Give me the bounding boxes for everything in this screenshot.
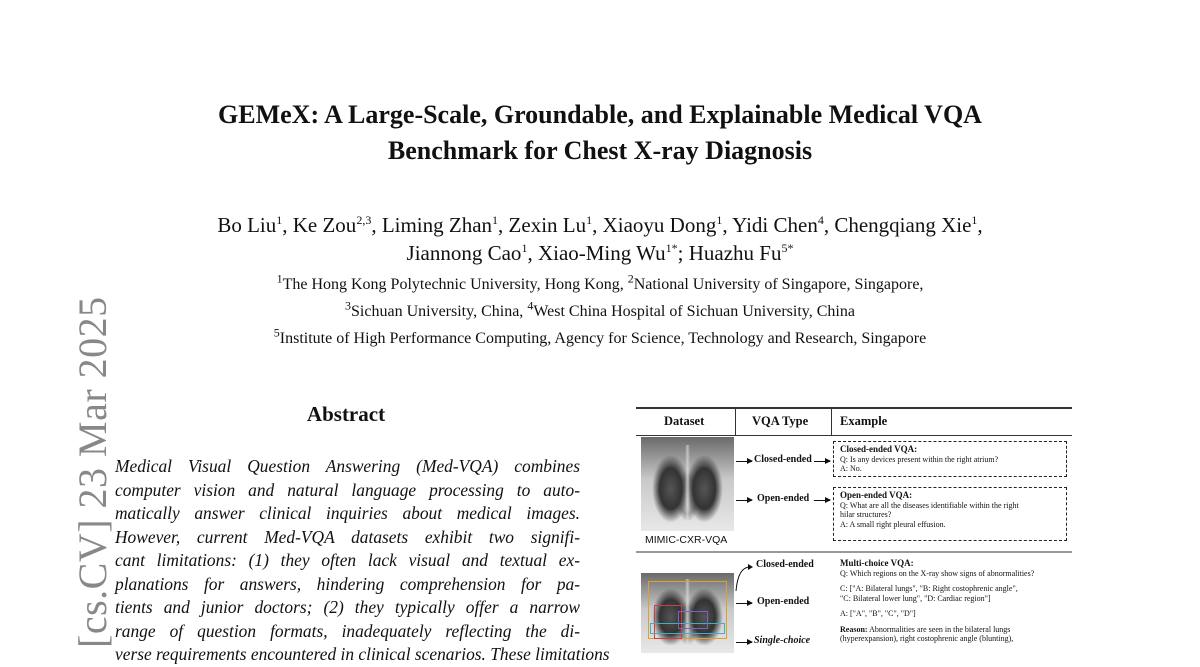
abstract-line: computer vision and natural language processing to auto- [115, 479, 580, 500]
affil-mark: 1 [276, 271, 283, 286]
abstract-line: cant limitations: (1) they often lack visual and textual ex- [115, 550, 580, 570]
author-separator: , [592, 213, 603, 237]
example-title: Open-ended VQA: [840, 490, 913, 500]
arrow [736, 642, 752, 643]
xray-spine [685, 445, 691, 526]
arrow [814, 461, 830, 462]
reason-label: Reason: [840, 624, 868, 634]
author-affil-mark: 2,3 [356, 213, 372, 227]
header-example: Example [840, 414, 888, 428]
header-vqa-type: VQA Type [752, 414, 809, 428]
reason-line [840, 625, 1068, 635]
author-separator: , [722, 213, 733, 237]
author-name: Xiao-Ming Wu [537, 241, 666, 265]
author-separator: , [527, 241, 538, 265]
affil-text: Sichuan University, China, [351, 303, 528, 320]
affil-mark: 4 [527, 298, 534, 313]
affil-text: Institute of High Performance Computing, Agency for Science, Technology and Research, Singapore [279, 330, 927, 347]
chest-xray-image [641, 437, 734, 531]
title-line: GEMeX: A Large-Scale, Groundable, and Explainable Medical VQA [218, 100, 982, 129]
author-affil-mark: 1* [665, 241, 678, 255]
closed-ended-example-box [833, 441, 1067, 477]
author-affil-mark: 5* [781, 241, 794, 255]
author-separator: , [823, 213, 835, 237]
example-title: Closed-ended VQA: [840, 444, 918, 454]
affil-mark: 5 [273, 325, 280, 340]
chest-xray-annotated-image [641, 573, 734, 653]
affiliation-line [100, 271, 1100, 298]
table-header-rule [636, 435, 1072, 436]
bounding-box [678, 611, 708, 629]
arxiv-stamp [22, 296, 115, 648]
type-single-choice: Single-choice [754, 635, 811, 646]
author-separator: , [282, 213, 293, 237]
type-closed-ended: Closed-ended [754, 454, 812, 465]
arrow-curve [734, 563, 754, 593]
affil-text: The Hong Kong Polytechnic University, Hong Kong, [282, 276, 628, 293]
affiliation-line [100, 298, 1100, 325]
arrow [814, 500, 830, 501]
type-open-ended: Open-ended [757, 493, 810, 504]
example-line: hilar structures? [840, 510, 892, 519]
author-name: Yidi Chen [732, 213, 818, 237]
abstract-line: tients and junior doctors; (2) they typically offer a narrow [115, 597, 580, 617]
author-name: Xiaoyu Dong [602, 213, 717, 237]
example-line: A: A small right pleural effusion. [840, 519, 946, 529]
title-line: Benchmark for Chest X-ray Diagnosis [387, 136, 813, 165]
dataset-label: MIMIC-CXR-VQA [645, 534, 728, 546]
example-line: A: ["A", "B", "C", "D"] [840, 609, 916, 618]
author-affil-mark: 1 [492, 213, 499, 227]
author-name: Liming Zhan [381, 213, 493, 237]
affiliations [100, 271, 1100, 352]
author-affil-mark: 1 [716, 213, 723, 227]
author-name: Bo Liu [217, 213, 277, 237]
abstract-body [115, 455, 610, 667]
author-separator: , [371, 213, 382, 237]
author-separator: , [498, 213, 509, 237]
type-closed-ended: Closed-ended [756, 559, 814, 570]
abstract-line: matically answer clinical inquiries about medical images. [115, 503, 580, 523]
arrow [736, 500, 752, 501]
abstract-line: range of question formats, inadequately reflecting the di- [115, 620, 580, 641]
author-name: Huazhu Fu [688, 241, 782, 265]
author-line [100, 211, 1100, 239]
type-open-ended: Open-ended [757, 596, 810, 607]
author-list [100, 211, 1100, 267]
author-affil-mark: 1 [521, 241, 528, 255]
example-title: Multi-choice VQA: [840, 558, 914, 568]
column-divider [735, 407, 736, 435]
author-name: Ke Zou [292, 213, 357, 237]
author-affil-mark: 1 [276, 213, 283, 227]
author-name: Chengqiang Xie [834, 213, 972, 237]
affil-mark: 2 [627, 271, 634, 286]
author-separator: , [977, 213, 983, 237]
paper-title [100, 97, 1100, 169]
abstract-line: However, current Med-VQA datasets exhibit two signifi- [115, 526, 580, 547]
example-line: Q: What are all the diseases identifiable within the right [840, 500, 1019, 510]
author-affil-mark: 1 [971, 213, 978, 227]
example-line: C: ["A: Bilateral lungs", "B: Right costophrenic angle", [840, 584, 1018, 593]
arxiv-stamp-text: [cs.CV] 23 Mar 2025 [70, 296, 115, 648]
reason-line: (hyperexpansion), right costophrenic angle (blunting), [840, 634, 1014, 643]
column-divider [831, 407, 832, 435]
author-line [100, 239, 1100, 267]
row-separator [636, 551, 1072, 553]
multi-choice-example [840, 559, 1068, 644]
header-dataset: Dataset [664, 414, 705, 428]
arrow [736, 461, 752, 462]
abstract-heading: Abstract [306, 402, 386, 426]
reason-text: Abnormalities are seen in the bilateral lungs [869, 624, 1011, 634]
author-affil-mark: 4 [817, 213, 824, 227]
arrow [736, 603, 752, 604]
author-affil-mark: 1 [586, 213, 593, 227]
affil-text: National University of Singapore, Singapore, [633, 276, 924, 293]
abstract-line: planations for answers, hindering comprehension for pa- [115, 573, 580, 594]
example-line: "C: Bilateral lower lung", "D: Cardiac region"] [840, 593, 991, 603]
affil-text: West China Hospital of Sichuan University, China [533, 303, 855, 320]
author-separator: ; [677, 241, 689, 265]
teaser-figure [636, 405, 1072, 648]
example-line: Q: Which regions on the X-ray show signs of abnormalities? [840, 568, 1035, 578]
example-line: A: No. [840, 464, 862, 473]
affiliation-line [100, 325, 1100, 352]
author-name: Zexin Lu [508, 213, 587, 237]
abstract-line: verse requirements encountered in clinical scenarios. These limitations [115, 644, 610, 664]
author-name: Jiannong Cao [406, 241, 522, 265]
example-line: Q: Is any devices present within the right atrium? [840, 454, 999, 464]
affil-mark: 3 [345, 298, 352, 313]
table-top-rule [636, 407, 1072, 409]
abstract-line: Medical Visual Question Answering (Med-VQA) combines [115, 456, 580, 476]
open-ended-example-box [833, 487, 1067, 541]
